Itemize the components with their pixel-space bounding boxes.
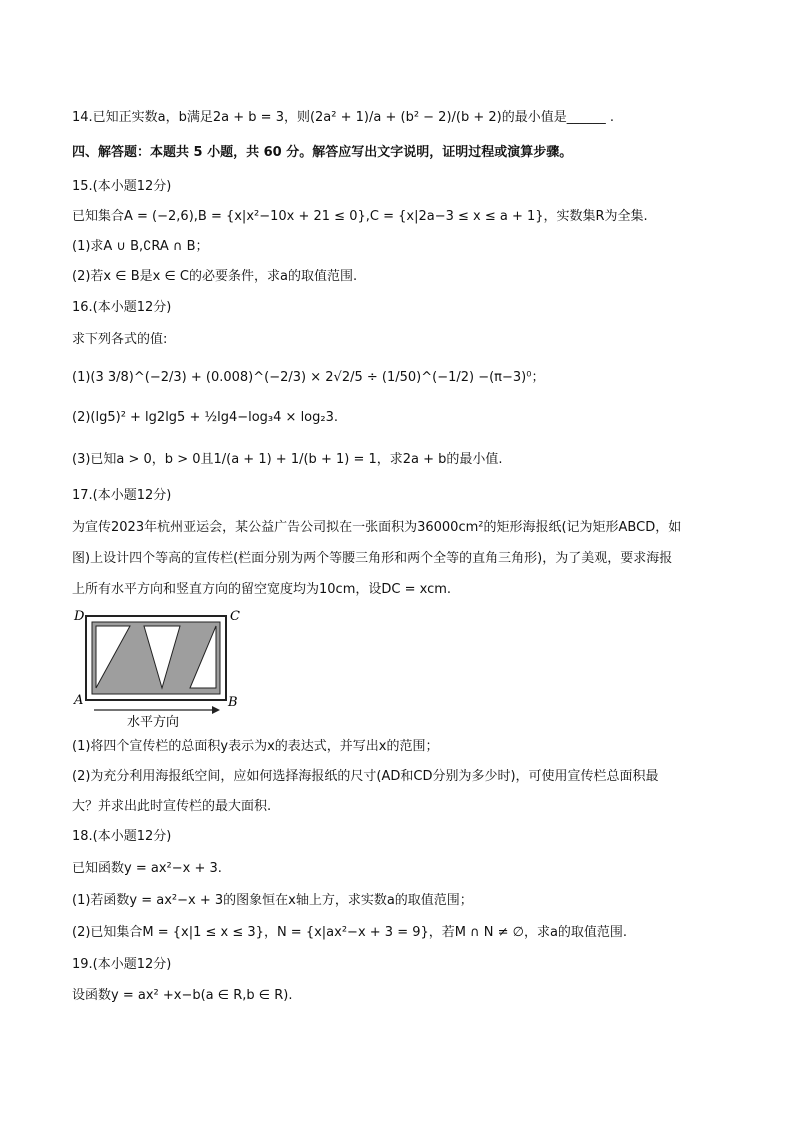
label-c: C — [230, 609, 240, 624]
question-17-stem-line1: 为宣传2023年杭州亚运会，某公益广告公司拟在一张面积为36000cm²的矩形海报纸(记为矩形ABCD，如 — [72, 520, 682, 535]
question-17-header: 17.(本小题12分) — [72, 488, 172, 503]
question-17-part2-line1: (2)为充分利用海报纸空间，应如何选择海报纸的尺寸(AD和CD分别为多少时)，可使用宣传栏总面积最 — [72, 769, 659, 784]
question-17-stem-line3: 上所有水平方向和竖直方向的留空宽度均为10cm，设DC = xcm. — [72, 582, 452, 597]
label-a: A — [74, 693, 84, 708]
question-18-part1: (1)若函数y = ax²−x + 3的图象恒在x轴上方，求实数a的取值范围； — [72, 893, 473, 908]
question-17-part2-line2: 大？并求出此时宣传栏的最大面积. — [72, 799, 272, 814]
question-16-stem: 求下列各式的值: — [72, 332, 168, 347]
arrow-label: 水平方向 — [127, 715, 180, 730]
question-18-header: 18.(本小题12分) — [72, 829, 172, 844]
question-17-stem-line2: 图)上设计四个等高的宣传栏(栏面分别为两个等腰三角形和两个全等的直角三角形)，为了美观，要求海报 — [72, 551, 673, 566]
question-16-header: 16.(本小题12分) — [72, 300, 172, 315]
poster-figure — [72, 606, 262, 736]
question-16-part1: (1)(3 3/8)^(−2/3) + (0.008)^(−2/3) × 2√2/5 ÷ (1/50)^(−1/2) −(π−3)⁰； — [72, 370, 545, 385]
arrow-head-icon — [212, 706, 220, 714]
question-15-part1: (1)求A ∪ B,∁RA ∩ B； — [72, 239, 209, 254]
section-4-heading: 四、解答题：本题共 5 小题，共 60 分。解答应写出文字说明，证明过程或演算步骤。 — [72, 145, 573, 160]
question-18-stem: 已知函数y = ax²−x + 3. — [72, 861, 222, 876]
question-15-part2: (2)若x ∈ B是x ∈ C的必要条件，求a的取值范围. — [72, 269, 358, 284]
question-16-part3: (3)已知a > 0，b > 0且1/(a + 1) + 1/(b + 1) = 1，求2a + b的最小值. — [72, 452, 503, 467]
question-14: 14.已知正实数a，b满足2a + b = 3，则(2a² + 1)/a + (b² − 2)/(b + 2)的最小值是______ . — [72, 110, 614, 125]
question-17-part1: (1)将四个宣传栏的总面积y表示为x的表达式，并写出x的范围； — [72, 739, 439, 754]
question-19-stem: 设函数y = ax² +x−b(a ∈ R,b ∈ R). — [72, 988, 293, 1003]
question-16-part2: (2)(lg5)² + lg2lg5 + ½lg4−log₃4 × log₂3. — [72, 410, 339, 425]
label-d: D — [74, 609, 85, 624]
question-19-header: 19.(本小题12分) — [72, 957, 172, 972]
question-18-part2: (2)已知集合M = {x|1 ≤ x ≤ 3}，N = {x|ax²−x + 3 = 9}，若M ∩ N ≠ ∅，求a的取值范围. — [72, 925, 628, 940]
label-b: B — [228, 695, 238, 710]
question-15-stem: 已知集合A = (−2,6),B = {x|x²−10x + 21 ≤ 0},C = {x|2a−3 ≤ x ≤ a + 1}，实数集R为全集. — [72, 209, 648, 224]
question-15-header: 15.(本小题12分) — [72, 179, 172, 194]
